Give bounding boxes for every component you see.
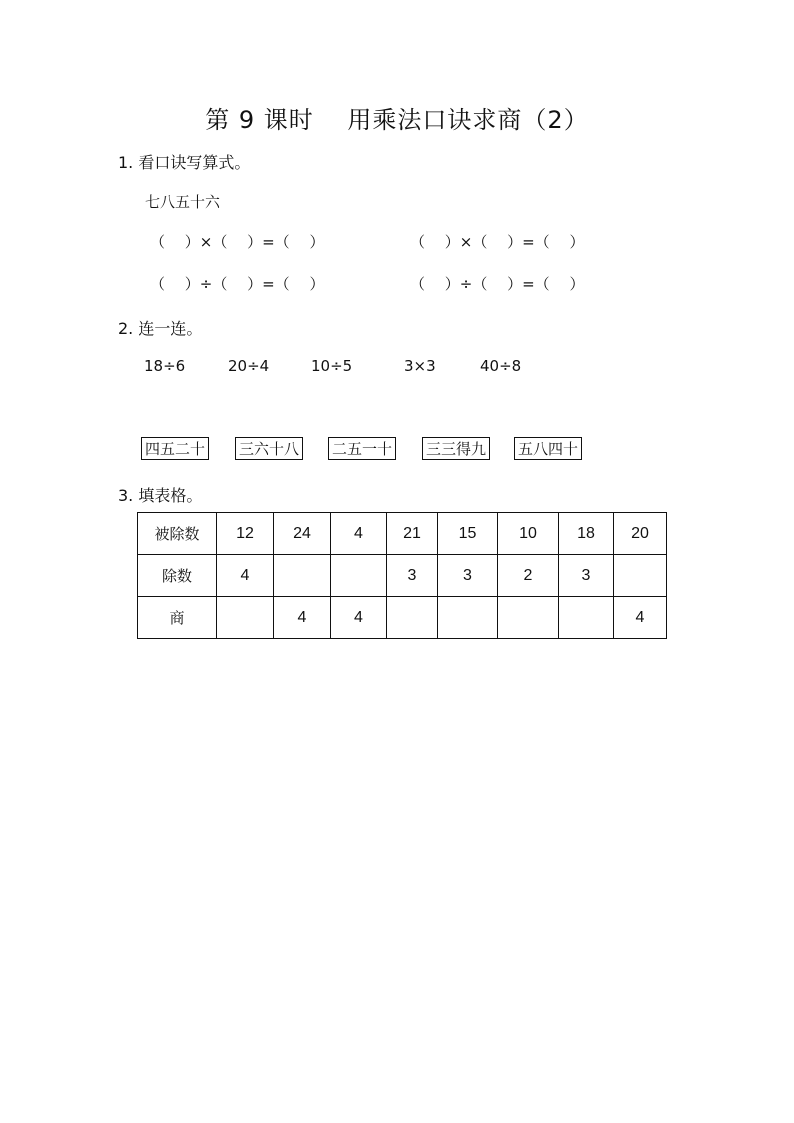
table-cell: 24 bbox=[274, 513, 331, 555]
table-cell[interactable]: 4 bbox=[274, 597, 331, 639]
table-cell: 15 bbox=[438, 513, 498, 555]
table-cell[interactable] bbox=[217, 597, 274, 639]
table-cell[interactable] bbox=[387, 597, 438, 639]
rhyme-box[interactable]: 三六十八 bbox=[235, 437, 303, 460]
table-cell[interactable]: 3 bbox=[438, 555, 498, 597]
rhyme-text: 七八五十六 bbox=[145, 193, 221, 211]
question-2-label: 2. 连一连。 bbox=[118, 319, 203, 338]
table-cell[interactable]: 3 bbox=[559, 555, 614, 597]
table-row-divisor bbox=[138, 555, 667, 597]
table-cell[interactable]: 4 bbox=[331, 597, 387, 639]
table-cell[interactable] bbox=[438, 597, 498, 639]
row-header: 除数 bbox=[138, 555, 217, 597]
rhyme-box[interactable]: 五八四十 bbox=[514, 437, 582, 460]
table-cell[interactable]: 4 bbox=[217, 555, 274, 597]
table-cell: 18 bbox=[559, 513, 614, 555]
table-cell[interactable]: 2 bbox=[498, 555, 559, 597]
blank-division-1[interactable]: （ ）÷（ ）=（ ） bbox=[150, 275, 325, 293]
division-table bbox=[137, 512, 667, 639]
table-cell: 20 bbox=[614, 513, 667, 555]
question-1-label: 1. 看口诀写算式。 bbox=[118, 153, 251, 172]
table-row-dividend bbox=[138, 513, 667, 555]
rhyme-box[interactable]: 三三得九 bbox=[422, 437, 490, 460]
table-cell: 21 bbox=[387, 513, 438, 555]
blank-multiplication-2[interactable]: （ ）×（ ）=（ ） bbox=[410, 233, 585, 251]
row-header: 被除数 bbox=[138, 513, 217, 555]
table-cell: 4 bbox=[331, 513, 387, 555]
table-cell[interactable]: 3 bbox=[387, 555, 438, 597]
expression-item[interactable]: 10÷5 bbox=[311, 357, 353, 375]
expression-item[interactable]: 40÷8 bbox=[480, 357, 522, 375]
blank-multiplication-1[interactable]: （ ）×（ ）=（ ） bbox=[150, 233, 325, 251]
table-cell: 10 bbox=[498, 513, 559, 555]
page-title: 第 9 课时 用乘法口诀求商（2） bbox=[205, 106, 589, 134]
expression-item[interactable]: 3×3 bbox=[404, 357, 436, 375]
table-cell[interactable] bbox=[614, 555, 667, 597]
table-cell[interactable] bbox=[559, 597, 614, 639]
blank-division-2[interactable]: （ ）÷（ ）=（ ） bbox=[410, 275, 585, 293]
table-cell[interactable] bbox=[331, 555, 387, 597]
question-3-label: 3. 填表格。 bbox=[118, 486, 203, 505]
expression-item[interactable]: 20÷4 bbox=[228, 357, 270, 375]
rhyme-box[interactable]: 四五二十 bbox=[141, 437, 209, 460]
table-cell[interactable] bbox=[274, 555, 331, 597]
table-row-quotient bbox=[138, 597, 667, 639]
table-cell[interactable]: 4 bbox=[614, 597, 667, 639]
row-header: 商 bbox=[138, 597, 217, 639]
rhyme-box[interactable]: 二五一十 bbox=[328, 437, 396, 460]
table-cell[interactable] bbox=[498, 597, 559, 639]
expression-item[interactable]: 18÷6 bbox=[144, 357, 186, 375]
table-cell: 12 bbox=[217, 513, 274, 555]
